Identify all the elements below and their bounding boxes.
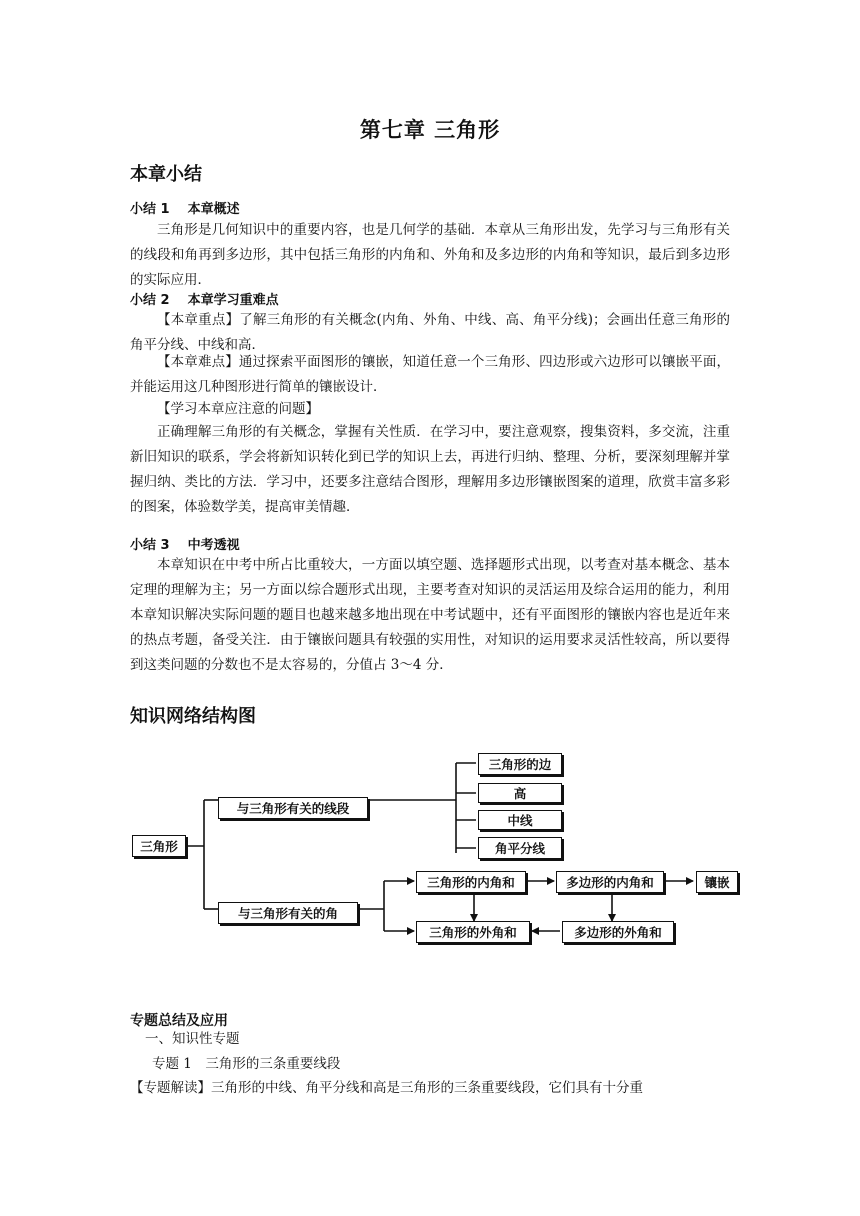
node-polygon-exterior-sum: 多边形的外角和 (562, 921, 674, 943)
topic-section-label: 一、知识性专题 (145, 1031, 240, 1047)
node-polygon-interior-sum: 多边形的内角和 (556, 871, 664, 893)
summary-1-body: 三角形是几何知识中的重要内容，也是几何学的基础．本章从三角形出发，先学习与三角形有关的线段和角再到多边形，其中包括三角形的内角和、外角和及多边形的内角和等知识，最后到多边形的实际应用． (130, 222, 730, 288)
key-points-paragraph: 【本章重点】了解三角形的有关概念(内角、外角、中线、高、角平分线)；会画出任意三角形的角平分线、中线和高． (130, 312, 730, 353)
node-median: 中线 (478, 810, 562, 830)
topics-heading: 专题总结及应用 (130, 1013, 228, 1029)
notice-body: 正确理解三角形的有关概念，掌握有关性质．在学习中，要注意观察，搜集资料，多交流，注重新旧知识的联系，学会将新知识转化到已学的知识上去，再进行归纳、整理、分析，要深刻理解并掌握归纳、类比的方法．学习中，还要多注意结合图形，理解用多边形镶嵌图案的道理，欣赏丰富多彩的图案，体验数学美，提高审美情趣． (130, 424, 730, 515)
summary-1-number: 小结 1 (130, 202, 170, 217)
summary-3-heading (130, 534, 240, 553)
summary-3-name: 中考透视 (187, 538, 240, 553)
summary-2-number: 小结 2 (130, 293, 170, 308)
node-related-angles: 与三角形有关的角 (218, 902, 358, 924)
summary-2-heading (130, 289, 279, 308)
node-height: 高 (478, 783, 562, 803)
node-triangle-side: 三角形的边 (478, 753, 562, 775)
topic-1-title: 专题 1 三角形的三条重要线段 (152, 1056, 341, 1072)
node-triangle-exterior-sum: 三角形的外角和 (416, 921, 530, 943)
knowledge-network-diagram (128, 745, 738, 955)
summary-3-number: 小结 3 (130, 538, 170, 553)
difficulties-paragraph: 【本章难点】通过探索平面图形的镶嵌，知道任意一个三角形、四边形或六边形可以镶嵌平面，并能运用这几种图形进行简单的镶嵌设计． (130, 354, 730, 395)
summary-1-heading (130, 198, 240, 217)
summary-heading: 本章小结 (130, 164, 202, 185)
network-heading: 知识网络结构图 (130, 706, 256, 727)
summary-2-name: 本章学习重难点 (187, 293, 279, 308)
summary-1-name: 本章概述 (187, 202, 240, 217)
topic-1-body: 【专题解读】三角形的中线、角平分线和高是三角形的三条重要线段，它们具有十分重 (130, 1080, 643, 1096)
node-angle-bisector: 角平分线 (478, 837, 562, 859)
node-tessellation: 镶嵌 (696, 871, 738, 893)
node-triangle: 三角形 (132, 835, 186, 857)
node-related-segments: 与三角形有关的线段 (218, 797, 368, 819)
summary-3-body: 本章知识在中考中所占比重较大，一方面以填空题、选择题形式出现，以考查对基本概念、基本定理的理解为主；另一方面以综合题形式出现，主要考查对知识的灵活运用及综合运用的能力，利用本章知识解决实际问题的题目也越来越多地出现在中考试题中，还有平面图形的镶嵌内容也是近年来的热点考题，备受关注．由于镶嵌问题具有较强的实用性，对知识的运用要求灵活性较高，所以要得到这类问题的分数也不是太容易的，分值占 3～4 分． (130, 557, 730, 673)
node-triangle-interior-sum: 三角形的内角和 (416, 871, 526, 893)
chapter-title: 第七章 三角形 (359, 118, 501, 142)
notice-title: 【学习本章应注意的问题】 (157, 401, 319, 417)
